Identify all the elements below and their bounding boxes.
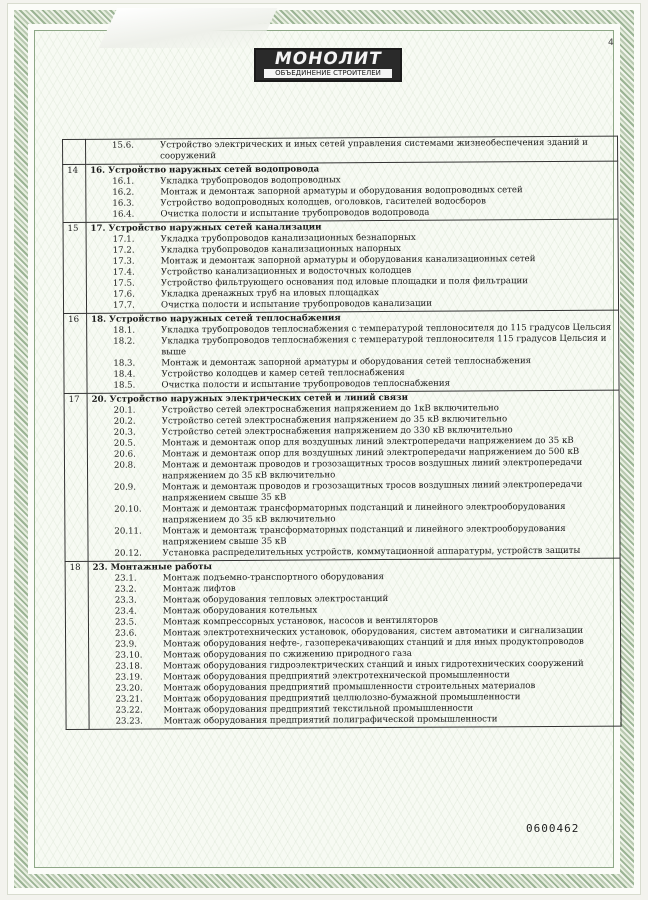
item-text: Монтаж и демонтаж проводов и грозозащитных тросов воздушных линий электропередачи напряжением до 35 кВ включительно bbox=[161, 457, 583, 482]
item-code: 16.2. bbox=[112, 187, 135, 198]
item-text: Устройство канализационных и водосточных колодцев bbox=[160, 265, 412, 278]
item-code: 17.6. bbox=[112, 289, 135, 300]
item-code: 17.2. bbox=[112, 245, 135, 256]
row-number: 15 bbox=[63, 222, 87, 313]
item-text: Монтаж и демонтаж опор для воздушных линий электропередачи напряжением до 500 кВ bbox=[161, 446, 580, 460]
item-text: Монтаж и демонтаж трансформаторных подстанций и линейного электрооборудования напряжением свыше 35 кВ bbox=[162, 523, 566, 548]
logo-subtitle: ОБЪЕДИНЕНИЕ СТРОИТЕЛЕЙ bbox=[264, 69, 392, 78]
item-text: Очистка полости и испытание трубопроводов водопровода bbox=[160, 207, 430, 220]
item-code: 20.11. bbox=[114, 526, 142, 537]
item-code: 23.1. bbox=[114, 573, 137, 584]
item-code: 23.9. bbox=[115, 639, 137, 650]
item-code: 23.22. bbox=[115, 705, 143, 716]
works-table bbox=[62, 136, 622, 730]
item-code: 18.1. bbox=[113, 325, 136, 336]
item-text: Монтаж оборудования котельных bbox=[162, 605, 318, 617]
item-code: 23.3. bbox=[114, 595, 137, 606]
item-code: 16.3. bbox=[112, 198, 135, 209]
row-number: 18 bbox=[65, 561, 89, 729]
item-code: 18.5. bbox=[113, 380, 136, 391]
item-code: 17.3. bbox=[112, 256, 135, 267]
list-item bbox=[91, 334, 614, 359]
item-code: 23.23. bbox=[115, 716, 143, 727]
item-code: 23.5. bbox=[114, 617, 137, 628]
item-code: 20.6. bbox=[113, 449, 136, 460]
item-code: 17.1. bbox=[112, 234, 135, 245]
list-item bbox=[92, 524, 615, 549]
row-content bbox=[87, 310, 619, 393]
item-text: Монтаж и демонтаж проводов и грозозащитных тросов воздушных линий электропередачи напряжением свыше 35 кВ bbox=[162, 479, 583, 504]
item-code: 23.10. bbox=[115, 650, 143, 661]
list-item bbox=[94, 714, 617, 728]
item-code: 18.2. bbox=[113, 336, 136, 347]
item-code: 23.18. bbox=[115, 661, 143, 672]
row-content bbox=[87, 390, 620, 561]
certificate-page bbox=[8, 4, 640, 894]
item-text: Устройство колодцев и камер сетей теплоснабжения bbox=[161, 367, 405, 380]
section-heading: 17. Устройство наружных сетей канализации bbox=[90, 222, 322, 234]
item-text: Укладка трубопроводов водопроводных bbox=[160, 175, 341, 187]
list-item bbox=[90, 138, 613, 163]
item-text: Укладка дренажных труб на иловых площадках bbox=[160, 288, 379, 300]
item-code: 17.5. bbox=[112, 278, 135, 289]
item-code: 18.3. bbox=[113, 358, 136, 369]
item-text: Устройство сетей электроснабжения напряжением до 330 кВ включительно bbox=[161, 425, 513, 438]
table-row bbox=[63, 161, 618, 222]
list-item bbox=[92, 480, 615, 505]
item-text: Укладка трубопроводов теплоснабжения с температурой теплоносителя 115 градусов Цельсия и выше bbox=[161, 333, 607, 358]
item-text: Монтаж и демонтаж запорной арматуры и оборудования канализационных сетей bbox=[160, 254, 536, 267]
item-text: Монтаж компрессорных установок, насосов и вентиляторов bbox=[162, 615, 438, 628]
table-row bbox=[64, 390, 620, 561]
table-row bbox=[65, 558, 621, 729]
page-fold-corner bbox=[99, 8, 278, 48]
row-content bbox=[86, 161, 618, 222]
item-code: 20.9. bbox=[114, 482, 137, 493]
monolit-logo bbox=[254, 48, 402, 82]
item-text: Устройство фильтрующего основания под иловые площадки и поля фильтрации bbox=[160, 276, 529, 289]
item-text: Монтаж оборудования предприятий целлюлозно-бумажной промышленности bbox=[163, 692, 521, 705]
item-code: 20.10. bbox=[114, 504, 142, 515]
item-text: Очистка полости и испытание трубопроводов теплоснабжения bbox=[161, 378, 451, 391]
item-text: Укладка трубопроводов канализационных напорных bbox=[160, 243, 401, 256]
item-text: Укладка трубопроводов теплоснабжения с температурой теплоносителя до 115 градусов Цельсия bbox=[161, 322, 612, 336]
item-text: Монтаж оборудования по сжижению природного газа bbox=[163, 648, 412, 661]
item-text: Монтаж оборудования предприятий текстильной промышленности bbox=[163, 703, 474, 716]
row-number: 16 bbox=[64, 313, 87, 393]
row-content bbox=[86, 136, 618, 164]
item-text: Монтаж подъемно-транспортного оборудования bbox=[162, 572, 384, 584]
item-code: 20.1. bbox=[113, 405, 136, 416]
item-text: Монтаж и демонтаж запорной арматуры и оборудования сетей теплоснабжения bbox=[161, 356, 532, 369]
item-text: Устройство электрических и иных сетей управления системами жизнеобеспечения зданий и сооружений bbox=[160, 137, 588, 162]
section-heading: 23. Монтажные работы bbox=[92, 562, 213, 573]
item-code: 17.4. bbox=[112, 267, 135, 278]
item-code: 23.21. bbox=[115, 694, 143, 705]
logo-wordmark: МОНОЛИТ bbox=[272, 49, 384, 69]
table-row bbox=[64, 310, 619, 393]
table-row bbox=[63, 219, 619, 313]
item-code: 17.7. bbox=[112, 300, 135, 311]
item-code: 20.8. bbox=[113, 460, 136, 471]
item-text: Монтаж оборудования нефте-, газоперекачивающих станций и для иных продуктопроводов bbox=[163, 636, 584, 650]
item-code: 20.5. bbox=[113, 438, 136, 449]
item-code: 18.4. bbox=[113, 369, 136, 380]
item-text: Монтаж оборудования предприятий промышленности строительных материалов bbox=[163, 681, 536, 694]
row-number: 17 bbox=[64, 393, 88, 561]
item-text: Устройство сетей электроснабжения напряжением до 35 кВ включительно bbox=[161, 414, 508, 427]
row-content bbox=[86, 219, 619, 313]
list-item bbox=[92, 458, 615, 483]
item-text: Монтаж и демонтаж опор для воздушных линий электропередачи напряжением до 35 кВ bbox=[161, 435, 574, 449]
row-number: 14 bbox=[63, 164, 86, 222]
item-code: 23.6. bbox=[114, 628, 137, 639]
table-row bbox=[63, 136, 618, 164]
item-code: 20.2. bbox=[113, 416, 136, 427]
item-text: Монтаж оборудования предприятий полиграфической промышленности bbox=[163, 714, 498, 727]
item-code: 23.19. bbox=[115, 672, 143, 683]
item-code: 23.20. bbox=[115, 683, 143, 694]
item-text: Установка распределительных устройств, коммутационной аппаратуры, устройств защиты bbox=[162, 545, 581, 559]
item-code: 15.6. bbox=[112, 140, 134, 151]
item-text: Монтаж лифтов bbox=[162, 583, 236, 595]
item-text: Монтаж и демонтаж трансформаторных подстанций и линейного электрооборудования напряжением до 35 кВ включительно bbox=[162, 501, 566, 526]
section-heading: 20. Устройство наружных электрических сетей и линий связи bbox=[91, 392, 408, 405]
item-code: 23.4. bbox=[114, 606, 137, 617]
item-text: Укладка трубопроводов канализационных безнапорных bbox=[160, 232, 416, 245]
item-code: 16.4. bbox=[112, 209, 135, 220]
item-text: Монтаж электротехнических установок, оборудования, систем автоматики и сигнализации bbox=[162, 625, 584, 639]
list-item bbox=[92, 502, 615, 527]
row-content bbox=[88, 558, 621, 729]
page-number: 4 bbox=[608, 38, 614, 48]
item-code: 23.2. bbox=[114, 584, 137, 595]
item-text: Очистка полости и испытание трубопроводов канализации bbox=[160, 298, 433, 311]
item-code: 20.12. bbox=[114, 548, 142, 559]
row-number bbox=[63, 139, 86, 164]
section-heading: 16. Устройство наружных сетей водопровода bbox=[90, 164, 320, 176]
item-text: Монтаж оборудования тепловых электростанций bbox=[162, 594, 389, 606]
item-text: Монтаж оборудования гидроэлектрических станций и иных гидротехнических сооружений bbox=[163, 658, 584, 672]
item-code: 16.1. bbox=[112, 176, 135, 187]
item-text: Устройство сетей электроснабжения напряжением до 1кВ включительно bbox=[161, 403, 499, 416]
item-code: 20.3. bbox=[113, 427, 136, 438]
section-heading: 18. Устройство наружных сетей теплоснабжения bbox=[91, 313, 341, 325]
item-text: Монтаж оборудования предприятий электротехнической промышленности bbox=[163, 670, 510, 683]
serial-number: 0600462 bbox=[526, 822, 580, 835]
item-text: Устройство водопроводных колодцев, оголовков, гасителей водосборов bbox=[160, 196, 486, 209]
item-text: Монтаж и демонтаж запорной арматуры и оборудования водопроводных сетей bbox=[160, 185, 523, 198]
